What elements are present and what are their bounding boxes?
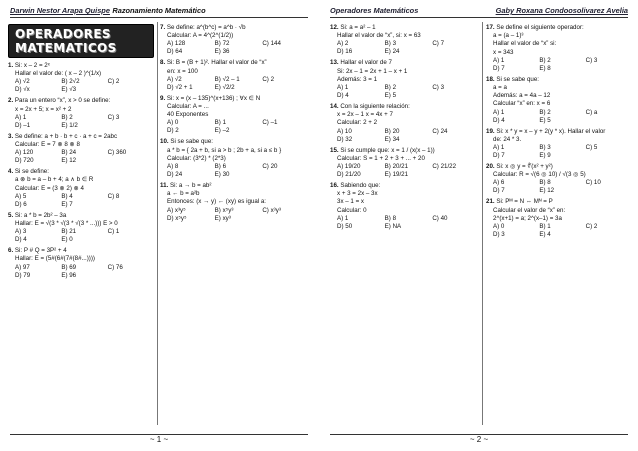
column-2 (160, 24, 310, 429)
exercise (160, 95, 310, 136)
exercise-line: Hallar: E = √(3 * √(3 * √(3 * ...))) E > 0 (15, 220, 118, 228)
answer-option: E) –2 (214, 127, 230, 135)
exercise-line: x = 343 (493, 48, 514, 56)
exercise (8, 212, 154, 244)
answer-options (8, 114, 154, 130)
answer-option: C) 2 (262, 75, 275, 83)
answer-option: B) 72 (214, 40, 230, 48)
exercise-number: 8. (160, 59, 167, 67)
exercise-statement: 3. Se define: a + b · b + c · a + c = 2abc (8, 132, 118, 140)
answer-option: C) 1 (107, 228, 120, 236)
exercise-statement: 17. Se define el siguiente operador: (486, 24, 584, 31)
answer-option: B) 3 (384, 40, 397, 48)
exercise-number: 21. (486, 198, 497, 206)
answer-option: C) 3 (107, 113, 120, 121)
answer-option: C) 8 (107, 192, 120, 200)
answer-option: B) √2 – 1 (214, 75, 240, 83)
answer-option: E) 8 (539, 64, 551, 72)
exercise-number: 14. (330, 103, 341, 111)
page-1-footer (10, 434, 308, 445)
exercise-number: 10. (160, 138, 171, 146)
answer-option: C) 3 (585, 56, 598, 64)
answer-option: C) 7 (432, 40, 445, 48)
exercise-line: a ← b = a²b (167, 190, 200, 198)
answer-option (586, 231, 632, 239)
answer-options (160, 207, 310, 223)
exercise-line: Calcular: E = (3 ⊗ 2) ⊗ 4 (15, 184, 85, 192)
answer-option: D) 64 (167, 48, 183, 56)
exercise (160, 24, 310, 56)
answer-option: D) 6 (15, 200, 27, 208)
answer-option (262, 215, 310, 223)
answer-option: B) 2 (539, 108, 551, 116)
exercise-statement: 19. Si: x * y = x – y + 2(y * x). Hallar el valor (486, 127, 606, 135)
answer-option: D) 7 (493, 152, 505, 160)
exercise-statement: 8. Si: B = (B + 1)². Hallar el valor de “x” (160, 59, 267, 67)
exercise-statement: 18. Si se sabe que: (486, 75, 539, 83)
answer-option (262, 127, 310, 135)
page-number: ~ 1 ~ (149, 435, 169, 444)
answer-option (108, 201, 154, 209)
exercise (486, 76, 632, 125)
exercise (8, 133, 154, 165)
page-1-header (10, 3, 308, 18)
answer-options (160, 163, 310, 179)
page-2-header (330, 3, 628, 18)
answer-option (262, 84, 310, 92)
exercise (330, 147, 480, 179)
answer-option: A) 19/20 (337, 163, 361, 171)
exercise-statement: 1. Si: x – 2 = 2ˣ (8, 62, 50, 69)
subject-title: Razonamiento Matemático (112, 6, 206, 15)
answer-option: A) 1 (493, 144, 505, 152)
answer-option: A) 1 (337, 214, 349, 222)
answer-option: B) 2 (61, 113, 73, 121)
answer-option: C) a (585, 108, 598, 116)
exercise (8, 97, 154, 129)
answer-option: A) 1 (493, 108, 505, 116)
answer-option: B) 8 (539, 179, 551, 187)
exercise-statement: 6. Si: P # Q = 3P² + 4 (8, 247, 67, 255)
answer-option: B) 24 (61, 149, 77, 157)
exercise (8, 168, 154, 209)
exercise-line: Calcular: E = 7 ⊗ 8 ⊗ 8 (15, 141, 80, 149)
answer-option: C) 20 (262, 163, 278, 171)
answer-options (486, 179, 632, 195)
answer-option: B) 8 (384, 214, 397, 222)
page-number-2: ~ 2 ~ (469, 435, 489, 444)
answer-option: B) 3 (539, 144, 551, 152)
exercise-statement: 13. Hallar el valor de 7 (330, 59, 392, 67)
column-1 (8, 24, 154, 429)
answer-option: D) –1 (15, 121, 31, 129)
column-divider (157, 22, 158, 425)
answer-options (330, 84, 480, 100)
answer-option: E) 30 (214, 171, 230, 179)
exercise-number: 16. (330, 182, 341, 190)
answer-option: D) 4 (15, 236, 27, 244)
column-divider-2 (482, 22, 483, 425)
answer-option: D) 79 (15, 271, 31, 279)
exercise-statement: 7. Se define: a^(b^c) = a^b · √b (160, 24, 246, 31)
answer-options (160, 76, 310, 92)
page-1 (0, 0, 318, 451)
answer-option: C) 2 (585, 223, 598, 231)
answer-option (262, 48, 310, 56)
answer-option (108, 157, 154, 165)
answer-option: E) 4 (539, 231, 551, 239)
answer-option: E) 0 (61, 236, 73, 244)
exercise-number: 4. (8, 168, 15, 176)
exercise-line: Calcular: (3*2) * (2*3) (167, 154, 226, 162)
exercise-line: Calcular: S = 1 + 2 + 3 + ... + 20 (337, 154, 425, 162)
exercise-line: Además: a = 4a – 12 (493, 92, 551, 100)
exercise-line: Calcular el valor de “x” en: (493, 206, 566, 214)
answer-option: D) 7 (493, 187, 505, 195)
answer-option: E) 5 (384, 92, 397, 100)
answer-option: A) 0 (493, 223, 505, 231)
answer-options (330, 215, 480, 231)
exercise-number: 5. (8, 211, 15, 219)
answer-option: A) x³y⁵ (167, 206, 186, 214)
answer-option: C) 144 (262, 40, 281, 48)
exercise (8, 62, 154, 94)
answer-option: A) 120 (15, 149, 34, 157)
answer-option: C) 3 (432, 84, 445, 92)
page-2 (320, 0, 638, 451)
answer-option: E) √3 (61, 86, 77, 94)
answer-option (108, 86, 154, 94)
exercise-number: 12. (330, 24, 341, 31)
exercise-number: 1. (8, 62, 15, 69)
answer-option: D) 7 (493, 64, 505, 72)
answer-option: A) 97 (15, 263, 30, 271)
answer-option: B) 21 (61, 228, 77, 236)
exercise-line: 3x – 1 = x (337, 198, 365, 206)
exercise-number: 20. (486, 163, 497, 171)
exercise-line: en: x = 100 (167, 67, 198, 75)
answer-options (8, 264, 154, 280)
answer-option: B) 2 (539, 56, 551, 64)
exercise-line: 40 Exponentes (167, 111, 209, 119)
answer-option (108, 272, 154, 280)
answer-option: A) √2 (15, 78, 30, 86)
exercise-number: 15. (330, 146, 341, 154)
answer-options (486, 57, 632, 73)
answer-option: A) 5 (15, 192, 27, 200)
exercise-statement: 20. Si: x ◎ y = ∜(x² + y²) (486, 163, 553, 171)
answer-option: B) 1 (214, 119, 227, 127)
answer-option: A) 1 (15, 113, 27, 121)
answer-options (160, 40, 310, 56)
exercise-statement: 4. Si se define: (8, 168, 49, 176)
answer-option: C) x³y³ (262, 206, 281, 214)
answer-option (432, 171, 480, 179)
answer-option: E) √2/2 (214, 83, 235, 91)
exercise-number: 17. (486, 24, 497, 31)
answer-option: E) 19/21 (384, 171, 409, 179)
answer-option: A) 8 (167, 163, 179, 171)
exercise-line: Hallar el valor de “x” si: (493, 40, 557, 48)
topic-title: Operadores Matemáticos (330, 6, 419, 15)
answer-option: B) 6 (214, 163, 227, 171)
answer-options (8, 193, 154, 209)
answer-option (586, 152, 632, 160)
answer-option: D) 720 (15, 157, 34, 165)
answer-option: B) x⁵y³ (214, 206, 234, 214)
answer-option: E) 36 (214, 48, 230, 56)
answer-option: B) 20/21 (384, 163, 409, 171)
author-name: Darwin Nestor Arapa Quispe (10, 6, 110, 15)
answer-option (586, 65, 632, 73)
answer-option: D) 16 (337, 48, 353, 56)
answer-option: D) √x (15, 86, 30, 94)
answer-option: E) 1/2 (61, 121, 78, 129)
answer-option: A) 128 (167, 40, 186, 48)
exercise-line: a = (a – 1)³ (493, 32, 524, 40)
answer-options (486, 109, 632, 125)
exercise (330, 103, 480, 144)
exercise-line: Calcular: 0 (337, 206, 367, 214)
answer-option: B) 69 (61, 263, 77, 271)
exercise-number: 13. (330, 59, 341, 67)
answer-option: D) 32 (337, 135, 353, 143)
answer-option: C) 5 (585, 144, 598, 152)
exercise-line: 2^(x+1) = a; 2^(x–1) = 3a (493, 214, 562, 222)
exercise-number: 9. (160, 94, 167, 102)
answer-option: C) –1 (262, 119, 278, 127)
answer-option: D) 21/20 (337, 171, 361, 179)
answer-options (8, 149, 154, 165)
exercise (330, 182, 480, 231)
exercise-statement: 11. Si: a → b = ab² (160, 182, 212, 190)
answer-options (330, 128, 480, 144)
exercise-line: x = 2x – 1 x = 4x + 7 (337, 111, 393, 119)
answer-option: A) 1 (337, 84, 349, 92)
exercise-statement: 5. Si: a * b = 2b² – 3a (8, 211, 67, 219)
answer-option (108, 236, 154, 244)
exercise-statement: 14. Con la siguiente relación: (330, 103, 410, 111)
exercise-line: a = a (493, 84, 507, 92)
exercise-statement: 15. Si se cumple que: x = 1 / (x(x – 1)) (330, 146, 435, 154)
exercise (330, 24, 480, 56)
answer-option: C) 360 (107, 149, 127, 157)
exercise (160, 59, 310, 91)
answer-option: E) 7 (61, 200, 73, 208)
exercise-number: 6. (8, 247, 15, 255)
column-3 (330, 24, 480, 429)
answer-option: B) 2√2 (61, 78, 80, 86)
answer-option: A) 0 (167, 119, 179, 127)
exercise-line: Además: 3 = 1 (337, 75, 378, 83)
answer-option: D) 4 (337, 92, 349, 100)
answer-option: E) 96 (61, 271, 77, 279)
answer-option: E) 12 (539, 187, 555, 195)
answer-option: E) 9 (539, 152, 551, 160)
exercise-line: Calcular: R = √(6 ◎ 10) / √(3 ◎ 5) (493, 171, 586, 179)
answer-option: A) 3 (15, 228, 27, 236)
answer-option: E) 24 (384, 48, 400, 56)
answer-option: E) 12 (61, 157, 77, 165)
answer-option: C) 10 (585, 179, 601, 187)
answer-option: C) 2 (107, 78, 120, 86)
column-4 (486, 24, 632, 429)
answer-option (586, 187, 632, 195)
exercise-statement: 16. Sabiendo que: (330, 182, 381, 190)
answer-option: C) 40 (432, 214, 448, 222)
answer-option: E) 34 (384, 135, 400, 143)
answer-option: D) 24 (167, 171, 183, 179)
answer-option (432, 48, 480, 56)
exercise-line: a ⊗ b = a – b + 4; a ∧ b ∈ R (15, 176, 94, 184)
answer-option: A) 6 (493, 179, 505, 187)
answer-options (486, 223, 632, 239)
exercise-line: Calcular: A = 4^(2^(1/2)) (167, 32, 234, 40)
page-2-footer (330, 434, 628, 445)
exercise-statement: 10. Si se sabe que: (160, 138, 213, 146)
exercise-number: 11. (160, 182, 170, 190)
answer-option: B) 20 (384, 127, 400, 135)
exercise-statement: 12. Si: a = a² – 1 (330, 24, 376, 31)
exercise-number: 7. (160, 24, 167, 31)
answer-option (262, 171, 310, 179)
answer-option: C) 76 (107, 263, 123, 271)
answer-options (160, 119, 310, 135)
exercise-line: Si: 2x – 1 = 2x + 1 – x + 1 (337, 67, 408, 75)
answer-option: D) 3 (493, 231, 505, 239)
answer-option: E) 5 (539, 116, 551, 124)
exercise-line: a * b = { 2a + b, si a > b ; 2b + a, si a ≤ b } (167, 146, 282, 154)
exercise-number: 2. (8, 97, 15, 105)
exercise-statement: 21. Si: Pᴹ = N ⇔ Mᴺ = P (486, 198, 553, 206)
exercise-line: Hallar el valor de: ( x – 2 )^(1/x) (15, 70, 102, 78)
exercise (486, 128, 632, 160)
answer-option: A) 2 (337, 40, 349, 48)
answer-options (8, 228, 154, 244)
answer-option: B) 2 (384, 84, 397, 92)
exercise (160, 182, 310, 223)
answer-option: D) 2 (167, 127, 179, 135)
exercise-line: de: 24 * 3. (493, 135, 522, 143)
answer-option: D) x⁵y⁵ (167, 214, 187, 222)
main-title: OPERADORES MATEMATICOS (8, 24, 154, 58)
answer-option: B) 4 (61, 192, 73, 200)
answer-option: E) xy³ (214, 214, 231, 222)
exercise (330, 59, 480, 100)
exercise (486, 163, 632, 195)
answer-option: E) NA (384, 222, 402, 230)
exercise-line: Entonces: (x → y) ← (xy) es igual a: (167, 198, 267, 206)
answer-option: B) 1 (539, 223, 551, 231)
answer-option: A) 1 (493, 56, 505, 64)
answer-option (432, 223, 480, 231)
answer-options (330, 163, 480, 179)
answer-option: A) 10 (337, 127, 352, 135)
answer-option: D) 50 (337, 222, 353, 230)
exercise-number: 18. (486, 75, 497, 83)
exercise-line: Calcular “x” en: x = 6 (493, 100, 551, 108)
exercise (486, 24, 632, 73)
answer-option (108, 122, 154, 130)
answer-options (486, 144, 632, 160)
answer-option (586, 117, 632, 125)
answer-option: D) √2 + 1 (167, 83, 193, 91)
answer-option: D) 4 (493, 116, 505, 124)
exercise-statement: 2. Para un entero “x”, x > 0 se define: (8, 97, 111, 105)
exercise-line: Calcular: A = ... (167, 103, 209, 111)
exercise-number: 19. (486, 127, 497, 135)
exercise (160, 138, 310, 179)
exercise-line: Hallar el valor de “x”, si: x = 63 (337, 32, 421, 40)
answer-option (432, 136, 480, 144)
author-name-2: Gaby Roxana Condoosolivarez Avelia (495, 6, 628, 15)
answer-option: C) 21/22 (432, 163, 457, 171)
exercise (8, 247, 154, 279)
exercise-statement: 9. Si: x = (x – 135)^(x+136) ; ∀x ∈ N (160, 94, 261, 102)
answer-option (432, 92, 480, 100)
exercise (486, 198, 632, 239)
exercise-line: Hallar: E = (5#(6#(7#(8#...)))) (15, 255, 95, 263)
exercise-number: 3. (8, 132, 15, 140)
answer-option: C) 24 (432, 127, 448, 135)
answer-option: A) √2 (167, 75, 182, 83)
exercise-line: x = 2x + 5; x = x² + 2 (15, 105, 72, 113)
exercise-line: x + 3 = 2x – 3x (337, 190, 378, 198)
answer-options (330, 40, 480, 56)
answer-options (8, 78, 154, 94)
exercise-line: Calcular: 2 + 2 (337, 119, 378, 127)
